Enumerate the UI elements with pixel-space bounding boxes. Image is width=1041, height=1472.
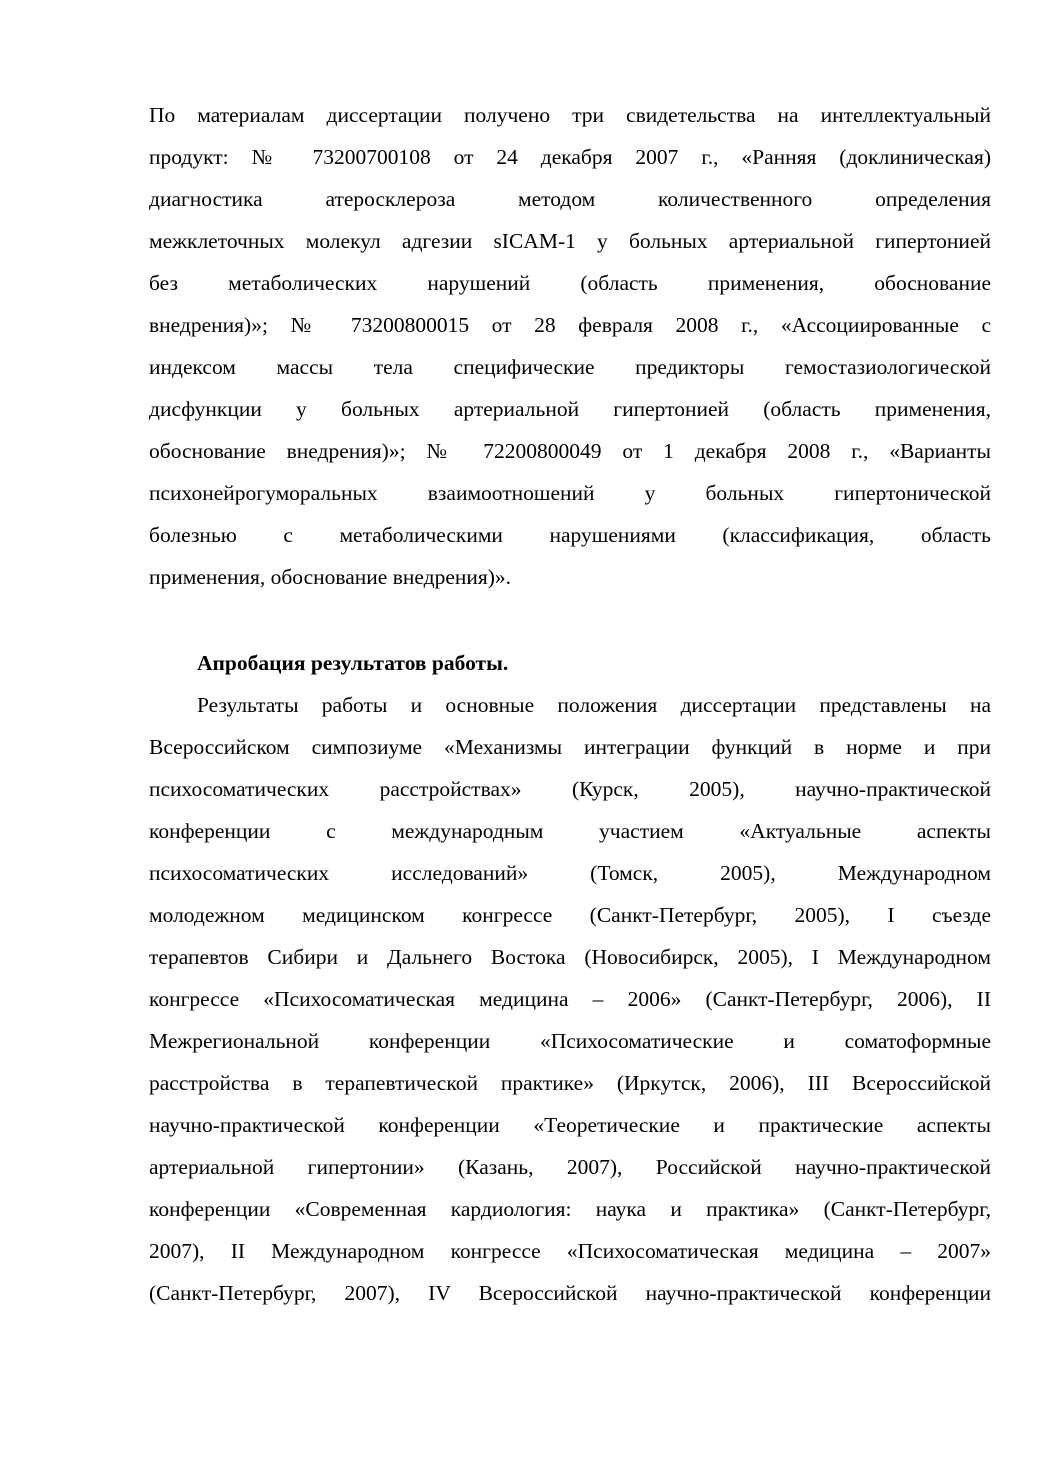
text-line: (Санкт-Петербург, 2007), IV Всероссийской научно-практической конференции [149, 1281, 991, 1305]
text-line: межклеточных молекул адгезии sICAM-1 у больных артериальной гипертонией [149, 229, 991, 253]
text-line: Всероссийском симпозиуме «Механизмы интеграции функций в норме и при [149, 735, 991, 759]
text-line: психосоматических расстройствах» (Курск, 2005), научно-практической [149, 777, 991, 801]
text-line: молодежном медицинском конгрессе (Санкт-Петербург, 2005), I съезде [149, 903, 991, 927]
text-line: внедрения)»; № 73200800015 от 28 февраля 2008 г., «Ассоциированные с [149, 313, 991, 337]
text-line: конференции с международным участием «Актуальные аспекты [149, 819, 991, 843]
text-line: дисфункции у больных артериальной гипертонией (область применения, [149, 397, 991, 421]
text-line: расстройства в терапевтической практике» (Иркутск, 2006), III Всероссийской [149, 1071, 991, 1095]
text-line: конгрессе «Психосоматическая медицина – 2006» (Санкт-Петербург, 2006), II [149, 987, 991, 1011]
text-line: индексом массы тела специфические предикторы гемостазиологической [149, 355, 991, 379]
text-line: психонейрогуморальных взаимоотношений у больных гипертонической [149, 481, 991, 505]
text-line: 2007), II Международном конгрессе «Психосоматическая медицина – 2007» [149, 1239, 991, 1263]
text-line: конференции «Современная кардиология: наука и практика» (Санкт-Петербург, [149, 1197, 991, 1221]
text-line: артериальной гипертонии» (Казань, 2007), Российской научно-практической [149, 1155, 991, 1179]
section-heading: Апробация результатов работы. [197, 651, 509, 675]
text-line: продукт: № 73200700108 от 24 декабря 2007 г., «Ранняя (доклиническая) [149, 145, 991, 169]
text-line: терапевтов Сибири и Дальнего Востока (Новосибирск, 2005), I Международном [149, 945, 991, 969]
text-line: По материалам диссертации получено три свидетельства на интеллектуальный [149, 103, 991, 127]
text-line: без метаболических нарушений (область применения, обоснование [149, 271, 991, 295]
text-line: обоснование внедрения)»; № 72200800049 от 1 декабря 2008 г., «Варианты [149, 439, 991, 463]
text-line: применения, обоснование внедрения)». [149, 565, 512, 589]
text-line: Межрегиональной конференции «Психосоматические и соматоформные [149, 1029, 991, 1053]
text-line: болезнью с метаболическими нарушениями (классификация, область [149, 523, 991, 547]
text-line: научно-практической конференции «Теоретические и практические аспекты [149, 1113, 991, 1137]
text-line: диагностика атеросклероза методом количественного определения [149, 187, 991, 211]
text-line: психосоматических исследований» (Томск, 2005), Международном [149, 861, 991, 885]
text-line: Результаты работы и основные положения диссертации представлены на [197, 693, 991, 717]
